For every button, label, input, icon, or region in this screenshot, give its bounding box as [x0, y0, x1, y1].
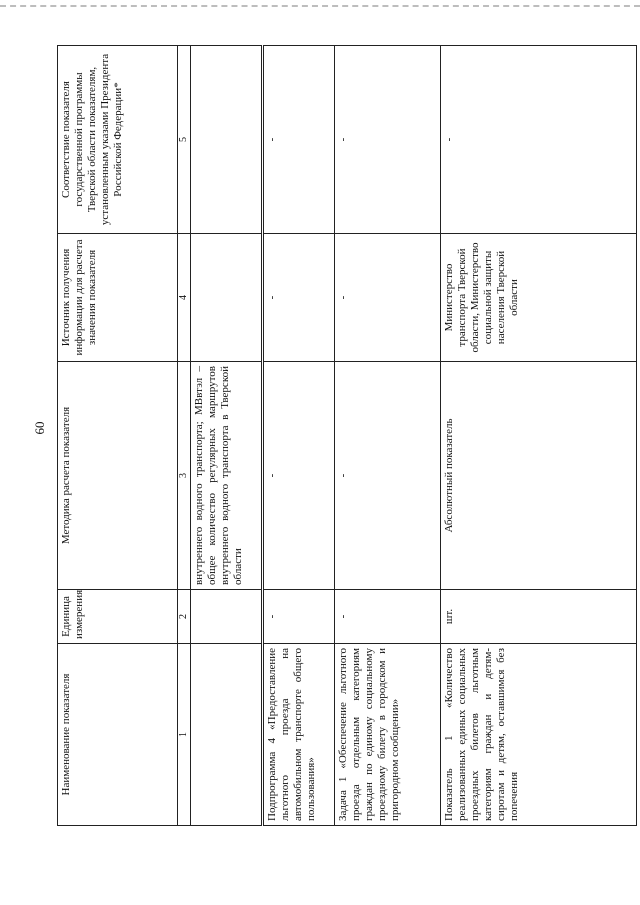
indicators-table: [57, 45, 637, 826]
cell-method: внутреннего водного транспорта; МВвтэл – общее количество регулярных маршрутов внутреннего водного транспорта в Тверской области: [191, 362, 263, 590]
cell-compliance: -: [335, 46, 441, 234]
cell-source: Министерство транспорта Тверской области, Министерство социальной защиты населения Тверской области: [441, 234, 637, 362]
header-method: Методика расчета показателя: [58, 362, 178, 590]
cell-source: [191, 234, 263, 362]
column-number: 5: [178, 46, 191, 234]
column-number: 4: [178, 234, 191, 362]
cell-unit: шт.: [441, 590, 637, 644]
header-compliance: Соответствие показателя государственной программы Тверской области показателям, установленным указами Президента Российской Федерации*: [58, 46, 178, 234]
cell-compliance: -: [441, 46, 637, 234]
rotated-table-wrapper: [57, 46, 637, 826]
page-number: 60: [32, 421, 47, 435]
cell-indicator-name: [191, 644, 263, 826]
column-number: 3: [178, 362, 191, 590]
column-number: 2: [178, 590, 191, 644]
column-number: 1: [178, 644, 191, 826]
cell-unit: -: [335, 590, 441, 644]
scan-top-edge: [0, 5, 640, 9]
cell-compliance: -: [263, 46, 335, 234]
cell-unit: [191, 590, 263, 644]
table-row: [191, 46, 263, 826]
header-indicator-name: Наименование показателя: [58, 644, 178, 826]
cell-method: -: [335, 362, 441, 590]
column-number-row: [178, 46, 191, 826]
cell-indicator-name: Задача 1 «Обеспечение льготного проезда отдельным категориям граждан по единому социальному проездному билету в городском и пригородном сообщении»: [335, 644, 441, 826]
cell-method: -: [263, 362, 335, 590]
table-row: [263, 46, 335, 826]
cell-compliance: [191, 46, 263, 234]
header-unit: Единица измерения: [58, 590, 178, 644]
table-row: [441, 46, 637, 826]
cell-unit: -: [263, 590, 335, 644]
cell-method: Абсолютный показатель: [441, 362, 637, 590]
table-header-row: [58, 46, 178, 826]
cell-indicator-name: Показатель 1 «Количество реализованных единых социальных проездных билетов льготным категориям граждан и детям-сиротам и детям, оставшимся без попечения: [441, 644, 637, 826]
cell-indicator-name: Подпрограмма 4 «Предоставление льготного проезда на автомобильном транспорте общего пользования»: [263, 644, 335, 826]
cell-source: -: [263, 234, 335, 362]
cell-source: -: [335, 234, 441, 362]
header-source: Источник получения информации для расчета значения показателя: [58, 234, 178, 362]
table-row: [335, 46, 441, 826]
